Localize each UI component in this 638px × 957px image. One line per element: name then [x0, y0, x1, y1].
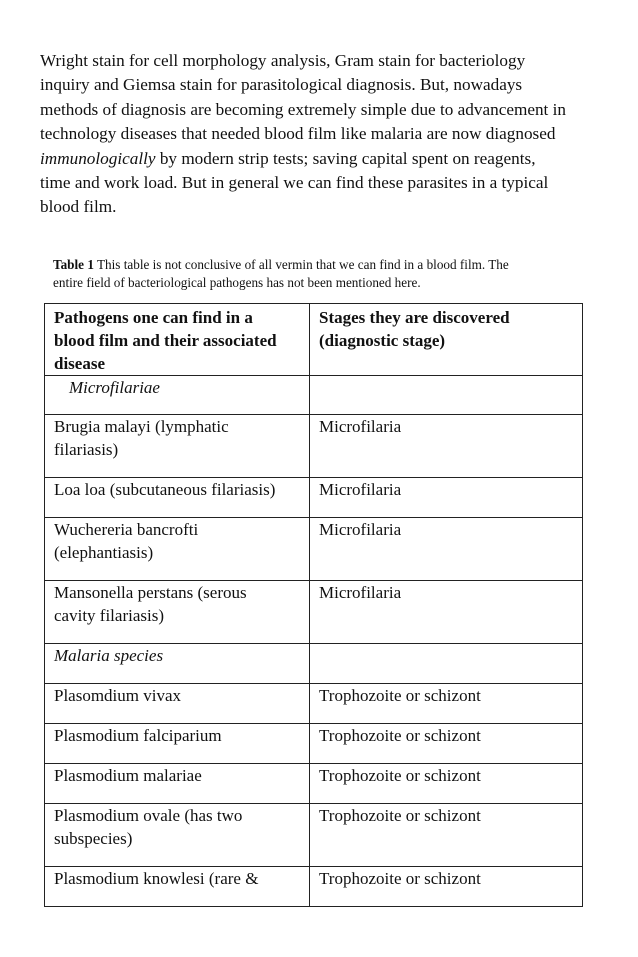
pathogen-cell — [45, 804, 310, 867]
pathogen-cell — [45, 867, 310, 907]
header-line: blood film and their associated — [54, 331, 277, 350]
table-row — [45, 581, 583, 644]
stage-text: Microfilaria — [319, 417, 402, 436]
header-cell-stages — [310, 304, 583, 376]
stage-cell — [310, 804, 583, 867]
stage-text: Trophozoite or schizont — [319, 766, 481, 785]
pathogen-cell — [45, 478, 310, 518]
stage-cell — [310, 644, 583, 684]
pathogen-line: Plasmodium malariae — [54, 766, 202, 785]
caption-line — [53, 256, 593, 274]
table-header-row — [45, 304, 583, 376]
stage-cell — [310, 415, 583, 478]
pathogen-line: Plasmodium ovale (has two — [54, 806, 243, 825]
stage-cell — [310, 518, 583, 581]
table-row — [45, 684, 583, 724]
header-line: disease — [54, 354, 105, 373]
pathogen-cell — [45, 724, 310, 764]
paragraph-line: methods of diagnosis are becoming extremely simple due to advancement in — [40, 99, 566, 119]
paragraph-line-text: by modern strip tests; saving capital spent on reagents, — [155, 148, 536, 168]
table-row — [45, 724, 583, 764]
table-row — [45, 804, 583, 867]
stage-cell — [310, 684, 583, 724]
table-row — [45, 478, 583, 518]
pathogen-line: Plasmodium knowlesi (rare & — [54, 869, 259, 888]
pathogen-cell — [45, 684, 310, 724]
pathogen-cell — [45, 518, 310, 581]
stage-cell — [310, 724, 583, 764]
pathogen-line: Brugia malayi (lymphatic — [54, 417, 229, 436]
pathogen-line: filariasis) — [54, 440, 119, 459]
paragraph-line: blood film. — [40, 197, 117, 217]
italic-term: immunologically — [40, 148, 156, 168]
stage-text: Microfilaria — [319, 520, 402, 539]
table-body — [45, 304, 583, 907]
stage-cell — [310, 764, 583, 804]
table-row — [45, 764, 583, 804]
paragraph-line: technology diseases that needed blood film like malaria are now diagnosed — [40, 124, 556, 144]
pathogen-cell — [45, 415, 310, 478]
stage-cell — [310, 376, 583, 415]
table-row — [45, 415, 583, 478]
table-section-row — [45, 376, 583, 415]
caption-text: This table is not conclusive of all vermin that we can find in a blood film. The — [93, 257, 509, 272]
caption-line: entire field of bacteriological pathogens has not been mentioned here. — [53, 275, 421, 290]
paragraph-line: time and work load. But in general we can find these parasites in a typical — [40, 173, 549, 193]
paragraph-line — [40, 147, 600, 171]
pathogen-table — [44, 303, 583, 907]
pathogen-line: Malaria species — [54, 646, 164, 665]
pathogen-cell — [45, 764, 310, 804]
pathogen-line: Plasmodium falciparium — [54, 726, 222, 745]
pathogen-cell — [45, 581, 310, 644]
stage-text: Trophozoite or schizont — [319, 686, 481, 705]
stage-text: Microfilaria — [319, 583, 402, 602]
pathogen-cell — [45, 376, 310, 415]
pathogen-line: Mansonella perstans (serous — [54, 583, 247, 602]
header-line: Pathogens one can find in a — [54, 308, 253, 327]
paragraph-line: inquiry and Giemsa stain for parasitological diagnosis. But, nowadays — [40, 75, 523, 95]
paragraph-line: Wright stain for cell morphology analysis, Gram stain for bacteriology — [40, 51, 526, 70]
pathogen-line: Wuchereria bancrofti — [54, 520, 199, 539]
pathogen-cell — [45, 644, 310, 684]
pathogen-line: (elephantiasis) — [54, 543, 154, 562]
pathogen-line: Loa loa (subcutaneous filariasis) — [54, 480, 276, 499]
pathogen-line: Plasomdium vivax — [54, 686, 182, 705]
stage-cell — [310, 581, 583, 644]
table-row — [45, 518, 583, 581]
pathogen-line: cavity filariasis) — [54, 606, 164, 625]
stage-text: Microfilaria — [319, 480, 402, 499]
stage-cell — [310, 867, 583, 907]
body-paragraph — [40, 49, 600, 220]
stage-text: Trophozoite or schizont — [319, 726, 481, 745]
pathogen-line: subspecies) — [54, 829, 133, 848]
stage-text: Trophozoite or schizont — [319, 869, 481, 888]
table-row — [45, 867, 583, 907]
caption-label: Table 1 — [53, 257, 94, 272]
table-section-row — [45, 644, 583, 684]
header-line: (diagnostic stage) — [319, 331, 446, 350]
stage-text: Trophozoite or schizont — [319, 806, 481, 825]
header-cell-pathogens — [45, 304, 310, 376]
pathogen-line: Microfilariae — [69, 378, 160, 397]
stage-cell — [310, 478, 583, 518]
table-caption — [53, 256, 593, 292]
header-line: Stages they are discovered — [319, 308, 510, 327]
